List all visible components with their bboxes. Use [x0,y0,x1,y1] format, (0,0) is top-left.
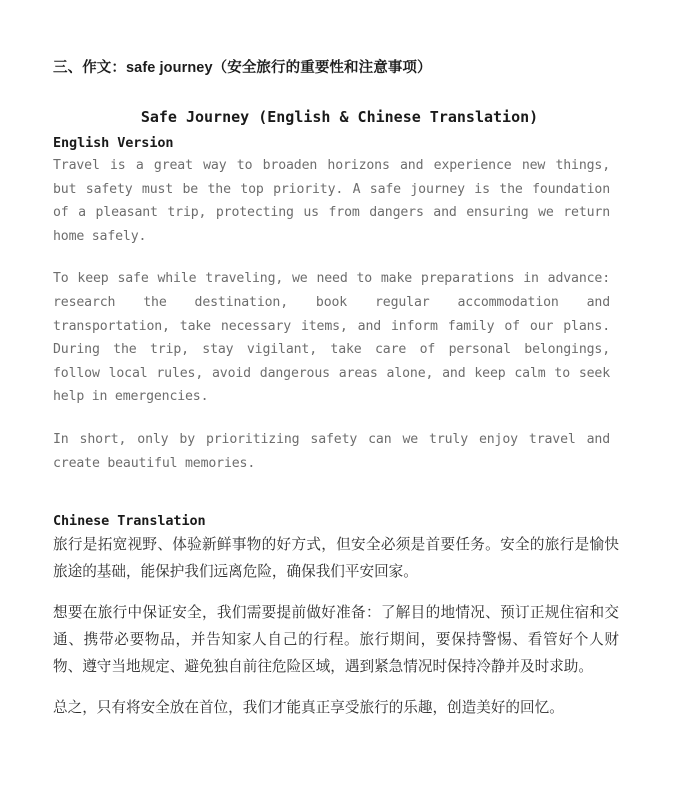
english-paragraph-1: Travel is a great way to broaden horizons and experience new things, but safety must be the top priority. A safe journey is the foundation of a pleasant trip, protecting us from dangers and ensuring we return home safely. [53,158,610,244]
english-version-heading: English Version [53,135,174,151]
document-title: Safe Journey (English & Chinese Translation) [140,108,539,126]
section-spacer [53,475,610,511]
paragraph-spacer [53,585,610,600]
document-body [53,133,619,722]
chinese-paragraph-1: 旅行是拓宽视野、体验新鲜事物的好方式，但安全必须是首要任务。安全的旅行是愉快旅途的基础，能保护我们远离危险，确保我们平安回家。 [53,536,619,580]
prompt-heading-prefix: 三、作文： [53,60,126,76]
chinese-translation-heading: Chinese Translation [53,513,206,530]
paragraph-spacer [53,409,610,428]
chinese-paragraph-2: 想要在旅行中保证安全，我们需要提前做好准备：了解目的地情况、预订正规住宿和交通、携带必要物品，并告知家人自己的行程。旅行期间，要保持警惕、看管好个人财物、遵守当地规定、避免独自前往危险区域，遇到紧急情况时保持冷静并及时求助。 [53,604,619,675]
english-paragraph-3: In short, only by prioritizing safety can we truly enjoy travel and create beautiful memories. [53,431,610,471]
prompt-heading-english-term: safe journey [126,60,213,76]
paragraph-spacer [53,248,610,267]
prompt-heading [53,56,633,77]
paragraph-spacer [53,680,610,695]
english-paragraph-2: To keep safe while traveling, we need to make preparations in advance: research the destination, book regular accommodation and transportation, take necessary items, and inform family of our plans. During the trip, stay vigilant, take care of personal belongings, follow local rules, avoid dangerous areas alone, and keep calm to seek help in emergencies. [53,271,610,405]
prompt-heading-suffix: （安全旅行的重要性和注意事项） [212,60,432,76]
chinese-paragraph-3: 总之，只有将安全放在首位，我们才能真正享受旅行的乐趣，创造美好的回忆。 [53,699,564,717]
